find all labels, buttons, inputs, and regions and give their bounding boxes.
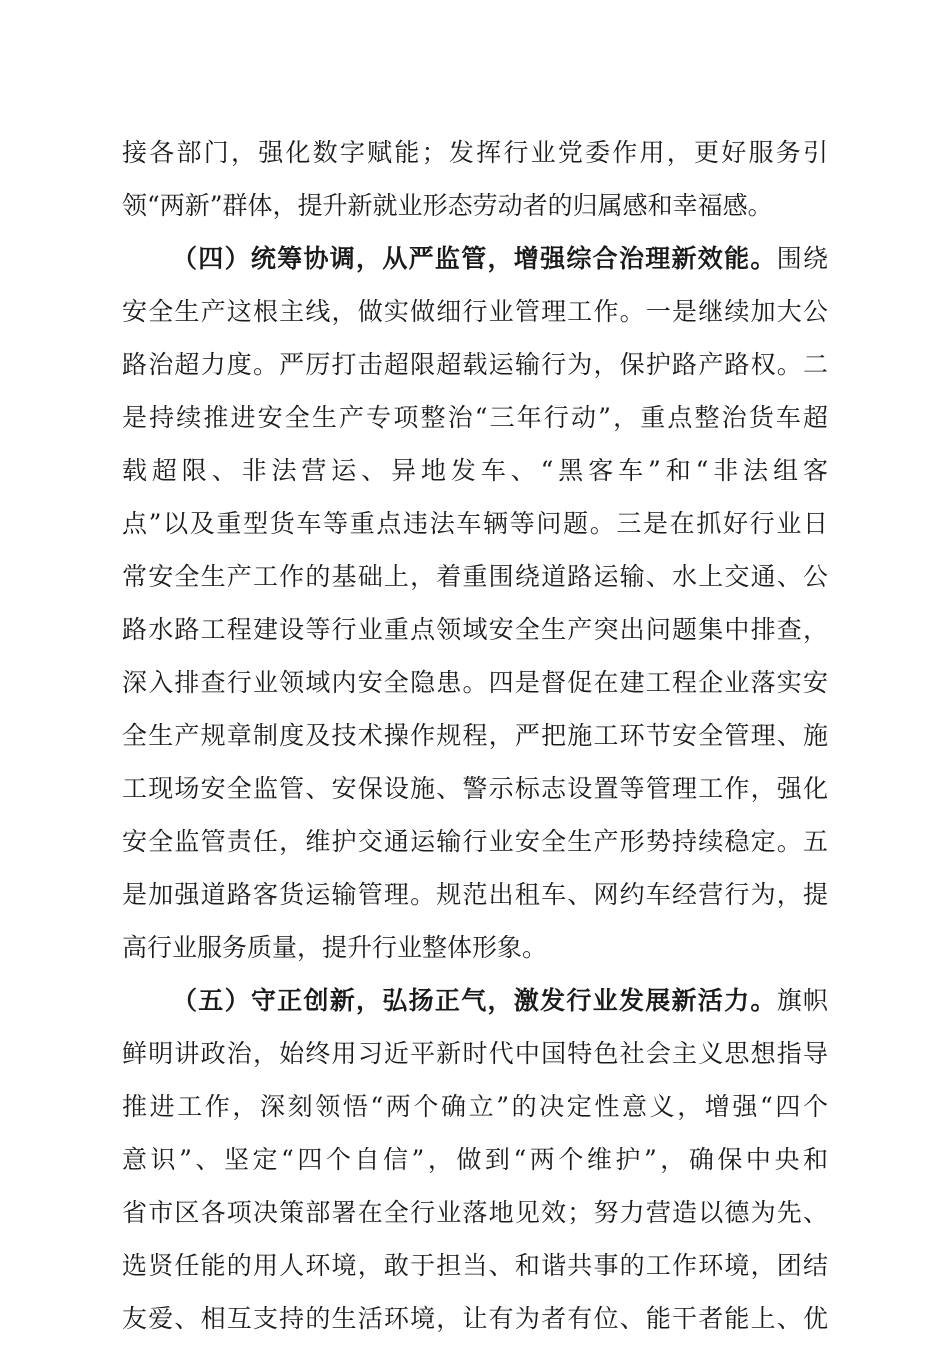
text-line: 接各部门，强化数字赋能；发挥行业党委作用，更好服务引 <box>122 138 828 167</box>
text-line: 友爱、相互支持的生活环境，让有为者有位、能干者能上、优 <box>122 1304 828 1333</box>
text-line: 省市区各项决策部署在全行业落地见效；努力营造以德为先、 <box>122 1198 828 1227</box>
section-heading-line <box>122 974 828 1027</box>
text-line: 鲜明讲政治，始终用习近平新时代中国特色社会主义思想指导 <box>122 1039 828 1068</box>
section-heading-line <box>122 232 828 285</box>
heading-continuation: 围绕 <box>776 244 828 273</box>
text-line: 安全生产这根主线，做实做细行业管理工作。一是继续加大公 <box>122 297 828 326</box>
section-heading: （五）守正创新，弘扬正气，激发行业发展新活力。 <box>172 986 777 1015</box>
heading-continuation: 旗帜 <box>776 986 828 1015</box>
text-line: 选贤任能的用人环境，敢于担当、和谐共事的工作环境，团结 <box>122 1251 828 1280</box>
text-line: 点”以及重型货车等重点违法车辆等问题。三是在抓好行业日 <box>122 509 828 538</box>
text-line: 是持续推进安全生产专项整治“三年行动”，重点整治货车超 <box>122 403 828 432</box>
text-line: 深入排查行业领域内安全隐患。四是督促在建工程企业落实安 <box>122 668 828 697</box>
section-heading: （四）统筹协调，从严监管，增强综合治理新效能。 <box>172 244 777 273</box>
text-line: 领“两新”群体，提升新就业形态劳动者的归属感和幸福感。 <box>122 191 773 220</box>
text-line: 全生产规章制度及技术操作规程，严把施工环节安全管理、施 <box>122 721 828 750</box>
text-line: 路治超力度。严厉打击超限超载运输行为，保护路产路权。二 <box>122 350 828 379</box>
text-line: 载超限、非法营运、异地发车、“黑客车”和“非法组客 <box>122 456 828 485</box>
text-line: 常安全生产工作的基础上，着重围绕道路运输、水上交通、公 <box>122 562 828 591</box>
text-line: 高行业服务质量，提升行业整体形象。 <box>122 933 548 962</box>
text-line: 意识”、坚定“四个自信”，做到“两个维护”，确保中央和 <box>122 1145 828 1174</box>
text-line: 安全监管责任，维护交通运输行业安全生产形势持续稳定。五 <box>122 827 828 856</box>
text-line: 工现场安全监管、安保设施、警示标志设置等管理工作，强化 <box>122 774 828 803</box>
text-line: 路水路工程建设等行业重点领域安全生产突出问题集中排查， <box>122 615 828 644</box>
text-line: 推进工作，深刻领悟“两个确立”的决定性意义，增强“四个 <box>122 1092 828 1121</box>
document-body <box>122 126 828 1345</box>
text-line: 是加强道路客货运输管理。规范出租车、网约车经营行为，提 <box>122 880 828 909</box>
